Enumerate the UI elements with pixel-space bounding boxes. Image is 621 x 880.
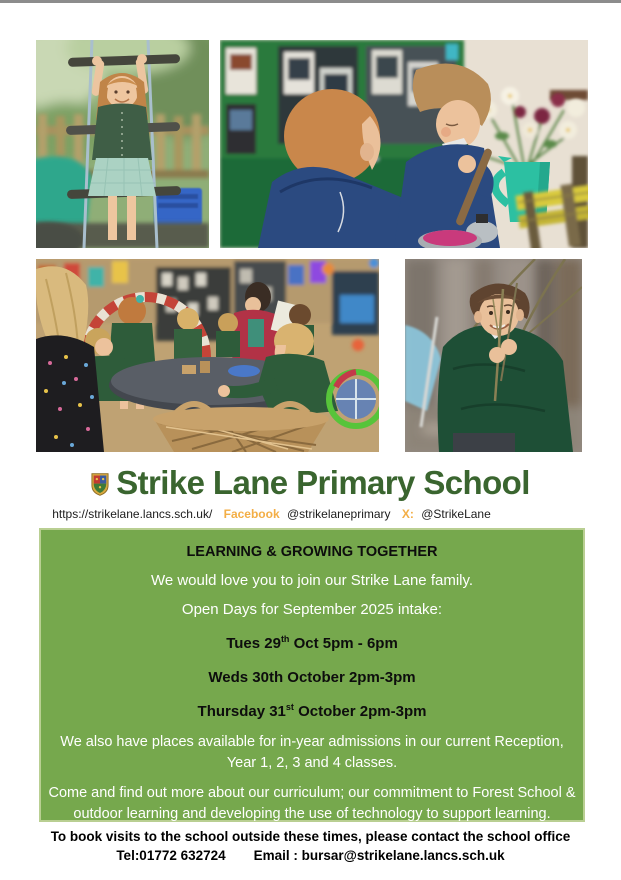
window-top-edge [0,0,621,3]
photo-forest-boy-illustration [405,259,582,452]
photo-boy-forest-twigs [405,259,582,452]
banner-intro: We would love you to join our Strike Lane family. [150,572,474,589]
open-day-date-2: Weds 30th October 2pm-3pm [208,669,416,686]
school-crest-icon [91,472,109,497]
photo-boys-painting-illustration [220,40,588,248]
facebook-label: Facebook [223,507,280,521]
contact-line [0,507,621,521]
photo-girl-rope-ladder [36,40,209,248]
open-day-date-3: Thursday 31st October 2pm-3pm [197,702,427,720]
photo-girl-rope-ladder-illustration [36,40,209,248]
email: Email : bursar@strikelane.lancs.sch.uk [253,848,505,863]
website-url: https://strikelane.lancs.sch.uk/ [52,507,213,521]
facebook-handle: @strikelaneprimary [286,507,391,521]
flyer-footer [0,827,621,865]
flyer-header [0,464,621,521]
open-day-date-1: Tues 29th Oct 5pm - 6pm [226,634,398,652]
open-days-banner [39,528,585,822]
banner-heading: LEARNING & GROWING TOGETHER [186,544,438,560]
in-year-admissions-text: We also have places available for in-year admissions in our current Reception, Year 1, 2, 3 and 4 classes. [60,734,564,771]
curriculum-text: Come and find out more about our curriculum; our commitment to Forest School & outdoor learning and developing the use of technology to support learning. [48,785,576,822]
wicker-basket [153,404,329,452]
photo-classroom-illustration [36,259,379,452]
telephone: Tel:01772 632724 [116,848,226,863]
x-handle: @StrikeLane [421,507,491,521]
book-visits-text: To book visits to the school outside these times, please contact the school office [50,829,571,844]
open-days-label: Open Days for September 2025 intake: [181,601,443,618]
photo-boys-painting-flowers [220,40,588,248]
contact-details [0,846,621,865]
photo-classroom-activity [36,259,379,452]
page-title: Strike Lane Primary School [116,464,530,501]
wheelchair-wheel [329,372,379,426]
x-label: X: [401,507,414,521]
